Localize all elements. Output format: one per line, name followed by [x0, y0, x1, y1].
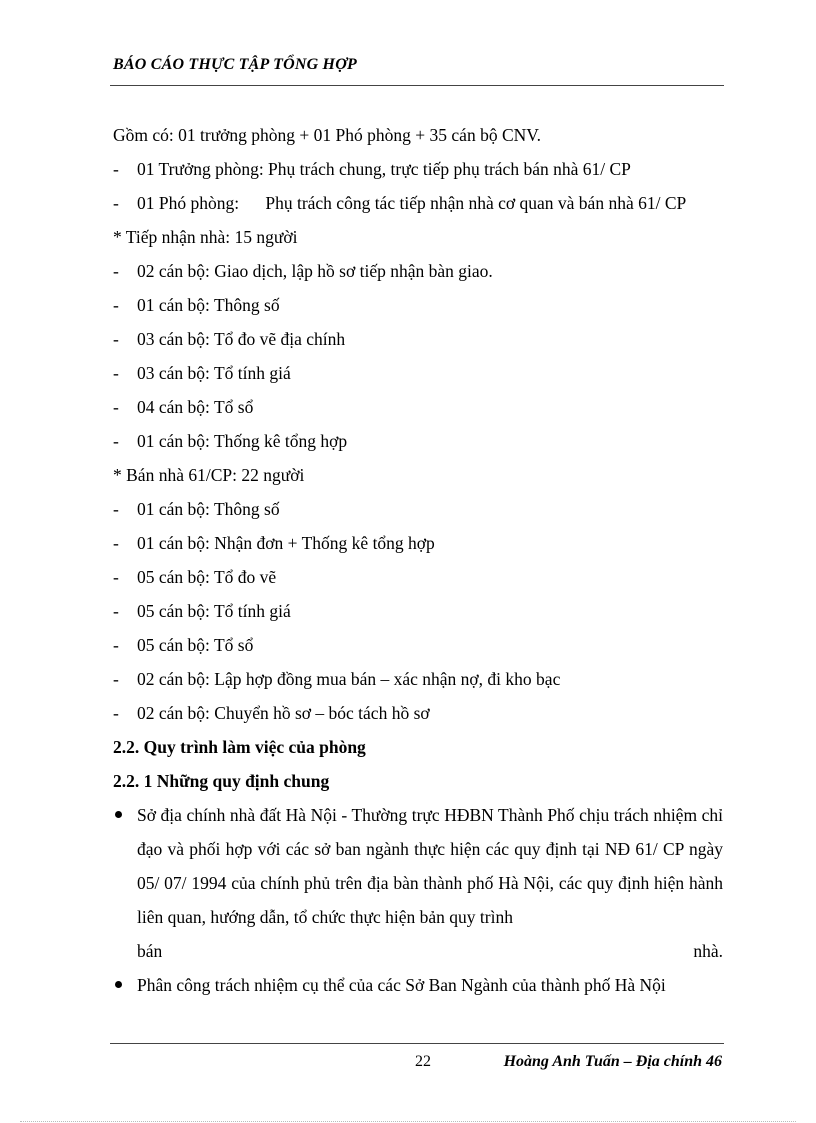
- bullet-icon: [115, 811, 122, 818]
- list-item-text: 01 cán bộ: Thông số: [137, 295, 280, 315]
- page-edge-dotted-line: [20, 1121, 796, 1122]
- leader-item: [113, 186, 723, 220]
- list-item: [113, 356, 723, 390]
- header-title: BÁO CÁO THỰC TẬP TỔNG HỢP: [113, 56, 357, 73]
- dash-mark: -: [113, 397, 119, 417]
- leader-item: [113, 152, 723, 186]
- dash-mark: -: [113, 635, 119, 655]
- list-item: [113, 288, 723, 322]
- bullet-paragraph-last-line: [137, 934, 723, 968]
- list-item: [113, 254, 723, 288]
- list-item: [113, 390, 723, 424]
- list-item: [113, 526, 723, 560]
- dash-mark: -: [113, 669, 119, 689]
- last-line-right-word: nhà.: [693, 941, 723, 961]
- list-item-text: 02 cán bộ: Giao dịch, lập hồ sơ tiếp nhận bàn giao.: [137, 261, 493, 281]
- dash-mark: -: [113, 295, 119, 315]
- dash-mark: -: [113, 159, 119, 179]
- dash-mark: -: [113, 329, 119, 349]
- dash-mark: -: [113, 193, 119, 213]
- dash-mark: -: [113, 499, 119, 519]
- list-item-text: 05 cán bộ: Tổ đo vẽ: [137, 567, 277, 587]
- section-heading: 2.2. Quy trình làm việc của phòng: [113, 737, 366, 757]
- list-item-text: 02 cán bộ: Chuyển hồ sơ – bóc tách hồ sơ: [137, 703, 430, 723]
- list-item-text: 05 cán bộ: Tổ tính giá: [137, 601, 291, 621]
- dash-mark: -: [113, 567, 119, 587]
- subsection-heading: 2.2. 1 Những quy định chung: [113, 771, 330, 791]
- list-item-text: 01 cán bộ: Thông số: [137, 499, 280, 519]
- list-item: [113, 594, 723, 628]
- header-divider: [110, 85, 724, 86]
- list-item-text: 02 cán bộ: Lập hợp đồng mua bán – xác nhận nợ, đi kho bạc: [137, 669, 561, 689]
- dash-mark: -: [113, 601, 119, 621]
- intro-line: Gồm có: 01 trưởng phòng + 01 Phó phòng + 35 cán bộ CNV.: [113, 125, 542, 145]
- list-item-text: 01 cán bộ: Thống kê tổng hợp: [137, 431, 348, 451]
- list-item-text: 03 cán bộ: Tổ đo vẽ địa chính: [137, 329, 346, 349]
- group-title-tiep-nhan: * Tiếp nhận nhà: 15 người: [113, 227, 298, 247]
- bullet-icon: [115, 981, 122, 988]
- list-item: [113, 628, 723, 662]
- footer-author: Hoàng Anh Tuấn – Địa chính 46: [503, 1053, 722, 1070]
- last-line-left-word: bán: [137, 941, 163, 961]
- list-item-text: 01 cán bộ: Nhận đơn + Thống kê tổng hợp: [137, 533, 435, 553]
- bullet-paragraph: [113, 968, 723, 1002]
- bullet-paragraph-text: Sở địa chính nhà đất Hà Nội - Thường trực HĐBN Thành Phố chịu trách nhiệm chỉ đạo và phối hợp với các sở ban ngành thực hiện các quy định tại NĐ 61/ CP ngày 05/ 07/ 1994 của chính phủ trên địa bàn thành phố Hà Nội, các quy định hiện hành liên quan, hướng dẫn, tổ chức thực hiện bản quy trình: [137, 805, 723, 927]
- dash-mark: -: [113, 533, 119, 553]
- bullet-paragraph-text: Phân công trách nhiệm cụ thể của các Sở Ban Ngành của thành phố Hà Nội: [137, 975, 666, 995]
- leader-item-text: 01 Trưởng phòng: Phụ trách chung, trực tiếp phụ trách bán nhà 61/ CP: [137, 159, 631, 179]
- list-item: [113, 560, 723, 594]
- group-title-ban-nha: * Bán nhà 61/CP: 22 người: [113, 465, 305, 485]
- list-item: [113, 696, 723, 730]
- page-number: 22: [415, 1053, 431, 1070]
- bullet-paragraph: [113, 798, 723, 968]
- dash-mark: -: [113, 363, 119, 383]
- list-item-text: 03 cán bộ: Tổ tính giá: [137, 363, 291, 383]
- list-item: [113, 322, 723, 356]
- list-item: [113, 424, 723, 458]
- list-item-text: 05 cán bộ: Tổ sổ: [137, 635, 254, 655]
- dash-mark: -: [113, 431, 119, 451]
- dash-mark: -: [113, 703, 119, 723]
- footer-divider: [110, 1043, 724, 1044]
- list-item-text: 04 cán bộ: Tổ sổ: [137, 397, 254, 417]
- list-item: [113, 492, 723, 526]
- leader-item-text: 01 Phó phòng: Phụ trách công tác tiếp nhận nhà cơ quan và bán nhà 61/ CP: [137, 193, 687, 213]
- dash-mark: -: [113, 261, 119, 281]
- body-text: [113, 118, 723, 1002]
- list-item: [113, 662, 723, 696]
